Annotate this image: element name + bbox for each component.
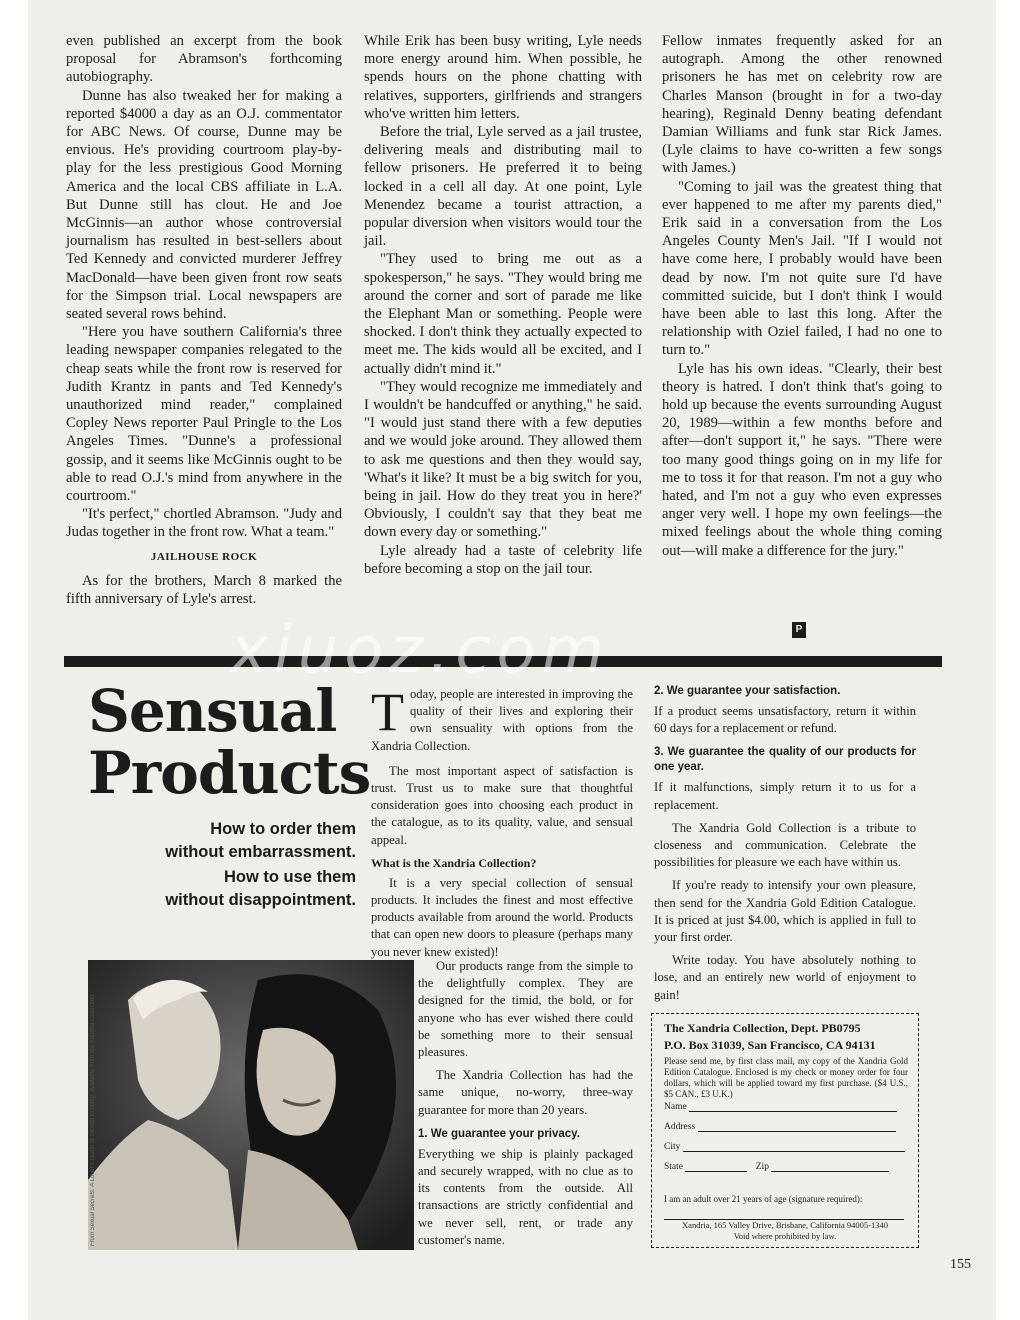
guarantee-heading: 3. We guarantee the quality of our products for one year. xyxy=(654,746,916,774)
paragraph: The Xandria Collection has had the same unique, no-worry, three-way guarantee for more than 20 years. xyxy=(418,1068,633,1117)
couple-photo xyxy=(88,960,414,1250)
paragraph: "They used to bring me out as a spokesperson," he says. "They would bring me around the corner and sort of parade me like the Elephant Man or something. People were shocked. I don't think they actually expected to meet me. The kids would all be excited, and I actually didn't mind it." xyxy=(364,251,642,377)
field-label: City xyxy=(664,1142,681,1152)
paragraph: As for the brothers, March 8 marked the fifth anniversary of Lyle's arrest. xyxy=(66,572,342,608)
section-heading: What is the Xandria Collection? xyxy=(371,855,537,870)
intro-text: oday, people are interested in improving the quality of their lives and exploring their own sensuality with options from the Xandria Collection. xyxy=(371,687,633,753)
photo-credit: From Sexual Secrets: A Lover's Guide to Sexual Ecstasy, available from the Xandria Collection xyxy=(90,994,96,1246)
paragraph: Everything we ship is plainly packaged and securely wrapped, with no clue as to its contents from the outside. All transactions are strictly confidential and we never sell, rent, or trade any customer's name. xyxy=(418,1146,633,1247)
article-column-3 xyxy=(662,32,942,560)
tagline-text: without embarrassment. xyxy=(165,843,356,861)
paragraph: It is a very special collection of sensual products. It includes the finest and most effective products available from around the world. Products that can open new doors to pleasure (perhaps many you never knew existed)! xyxy=(371,875,633,959)
name-line[interactable] xyxy=(689,1102,897,1112)
paragraph: Lyle already had a taste of celebrity life before becoming a stop on the jail tour. xyxy=(364,542,642,577)
paragraph: Write today. You have absolutely nothing to lose, and an entirely new world of enjoyment to gain! xyxy=(654,953,916,1002)
paragraph: Fellow inmates frequently asked for an autograph. Among the other renowned prisoners he has met on celebrity row are Charles Manson (brought in for a two-day hearing), Reginald Denny beating defendant Damian Williams and funk star Rick James. (Lyle claims to have co-written a few songs with James.) xyxy=(662,33,942,177)
coupon-heading-line: The Xandria Collection, Dept. PB0795 xyxy=(664,1021,861,1035)
ad-headline-line-1: Sensual xyxy=(88,677,337,745)
subhead: JAILHOUSE ROCK xyxy=(150,550,258,563)
drop-cap: T xyxy=(371,682,404,742)
field-label: Address xyxy=(664,1122,696,1132)
paragraph: The most important aspect of satisfaction is trust. Trust us to make sure that thoughtful consideration goes into choosing each product in the catalogue, as to its quality, value, and sensual appeal. xyxy=(371,763,633,847)
tagline-text: without disappointment. xyxy=(165,891,356,909)
address-line[interactable] xyxy=(698,1122,896,1132)
paragraph: Before the trial, Lyle served as a jail trustee, delivering meals and distributing mail to fellow prisoners. He preferred it to being locked in a cell all day. At one point, Lyle Menendez became a tourist attraction, a popular diversion when visitors would tour the jail. xyxy=(364,124,642,250)
paragraph: Our products range from the simple to the delightfully complex. They are designed for the timid, the bold, or for anyone who has ever wished there could be something more to their sensual pleasures. xyxy=(418,959,633,1060)
end-mark-icon: P xyxy=(792,622,806,638)
article-column-2 xyxy=(364,32,642,578)
paragraph: "It's perfect," chortled Abramson. "Judy and Judas together in the front row. What a team." xyxy=(66,506,342,541)
tagline-text: How to order them xyxy=(210,820,356,838)
paragraph: "Coming to jail was the greatest thing that ever happened to me after my parents died," Erik said in a conversation from the Los Angeles County Men's Jail. "If I would not have come here, I probably would have been dead by now. I'm not quite sure I'd have committed suicide, but I don't think I would have been able to last this long. After the relationship with Oziel failed, I had no one to turn to." xyxy=(662,178,942,359)
paragraph: If you're ready to intensify your own pleasure, then send for the Xandria Gold Edition Catalogue. It is priced at just $4.00, which is applied in full to your first order. xyxy=(654,878,916,945)
coupon-disclaimer: Void where prohibited by law. xyxy=(733,1231,837,1241)
state-line[interactable] xyxy=(685,1162,747,1172)
city-field[interactable] xyxy=(664,1142,905,1155)
field-label: Name xyxy=(664,1102,687,1112)
paragraph: While Erik has been busy writing, Lyle needs more energy around him. When possible, he spends hours on the phone chatting with relatives, supporters, girlfriends and strangers who've written him letters. xyxy=(364,33,642,122)
paragraph: even published an excerpt from the book proposal for Abramson's forthcoming autobiography. xyxy=(66,33,342,86)
tagline-text: How to use them xyxy=(223,868,356,886)
field-label: Zip xyxy=(755,1162,769,1172)
ad-tagline-2 xyxy=(150,866,356,912)
paragraph: If a product seems unsatisfactory, return it within 60 days for a replacement or refund. xyxy=(654,704,916,736)
coupon-address: Xandria, 165 Valley Drive, Brisbane, California 94005-1340 xyxy=(682,1220,888,1230)
paragraph: "Here you have southern California's three leading newspaper companies relegated to the cheap seats while the front row is reserved for Judith Krantz in pants and Ted Kennedy's unauthorized mind reader," complained Copley News reporter Paul Pringle to the Los Angeles Times. "Dunne's a professional gossip, and it seems like McGinnis ought to be able to read O.J.'s mind from anywhere in the courtroom." xyxy=(66,324,342,505)
name-field[interactable] xyxy=(664,1102,897,1115)
intro-paragraph xyxy=(371,682,633,755)
address-field[interactable] xyxy=(664,1122,896,1135)
coupon-footer xyxy=(652,1220,918,1242)
paragraph: "They would recognize me immediately and I wouldn't be handcuffed or anything," he said. "I would just stand there with a few deputies and we would joke around. They allowed them to ask me questions and then they would say, 'What's it like? It must be a big switch for you, being in jail. How do they treat you in here?' Obviously, I couldn't say that they beat me down every day or something." xyxy=(364,378,642,541)
coupon-body: Please send me, by first class mail, my copy of the Xandria Gold Edition Catalogue. Enclosed is my check or money order for four dollars, which will be applied toward my first purchase. ($4 U.S., $5 CAN., £3 U.K.) xyxy=(664,1056,908,1099)
coupon-heading xyxy=(664,1020,876,1054)
ad-right-column xyxy=(654,684,916,1004)
ad-middle-column xyxy=(371,682,633,961)
guarantee-heading: 1. We guarantee your privacy. xyxy=(418,1127,580,1140)
ad-middle-column-lower xyxy=(418,958,633,1249)
guarantee-heading: 2. We guarantee your satisfaction. xyxy=(654,685,841,697)
state-zip-field[interactable] xyxy=(664,1162,889,1175)
city-line[interactable] xyxy=(683,1142,905,1152)
paragraph: Lyle has his own ideas. "Clearly, their best theory is hatred. I don't think that's going to hold up because the events surrounding August 20, 1989—within a few months before and after—don't support it," he says. "There were too many good things going on in my life for me to toss it for that reason. I'm not a guy who hated, and I'm not a guy who even expresses anger very well. I hope my own feelings—the mixed feelings about the whole thing coming out—will make a difference for the jury." xyxy=(662,360,942,559)
page-number: 155 xyxy=(950,1257,971,1272)
coupon-heading-line: P.O. Box 31039, San Francisco, CA 94131 xyxy=(664,1038,876,1052)
zip-line[interactable] xyxy=(771,1162,889,1172)
field-label: State xyxy=(664,1162,683,1172)
ad-headline-line-2: Products xyxy=(88,739,371,807)
photo-illustration xyxy=(88,960,414,1250)
ad-headline xyxy=(88,677,371,807)
article-column-1 xyxy=(66,32,342,608)
paragraph: The Xandria Gold Collection is a tribute to closeness and communication. Celebrate the possibilities for pleasure we each have within us. xyxy=(654,820,916,870)
signature-line[interactable] xyxy=(664,1210,904,1220)
signature-prompt: I am an adult over 21 years of age (signature required): xyxy=(664,1194,863,1204)
ad-tagline-1 xyxy=(150,818,356,864)
order-coupon xyxy=(651,1013,919,1248)
watermark: xiuoz.com xyxy=(230,614,610,688)
paragraph: Dunne has also tweaked her for making a reported $4000 a day as an O.J. commentator for ABC News. Of course, Dunne may be envious. He's providing courtroom play-by-play for the less prestigious Good Morning America and the local CBS affiliate in L.A. But Dunne still has clout. He and Joe McGinnis—an author whose controversial journalism has resulted in best-sellers about Ted Kennedy and convicted murderer Jeffrey MacDonald—have been given front row seats for the Simpson trial. Local newspapers are seated several rows behind. xyxy=(66,87,342,323)
paragraph: If it malfunctions, simply return it to us for a replacement. xyxy=(654,780,916,812)
